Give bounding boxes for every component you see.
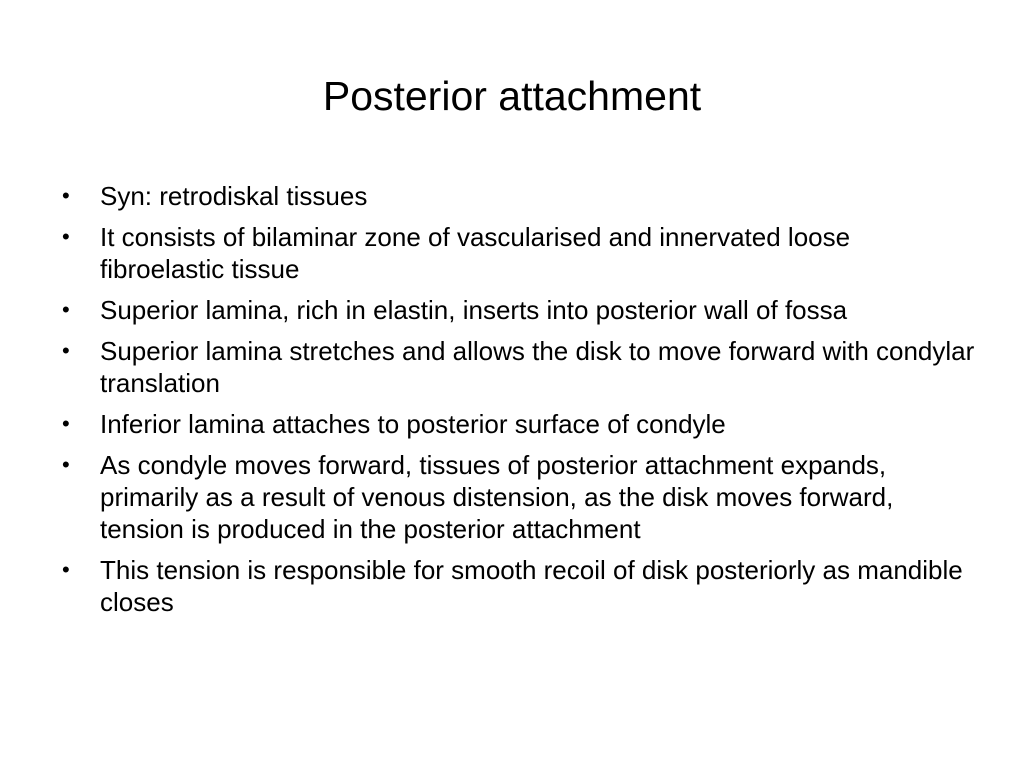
bullet-list: [58, 180, 978, 627]
bullet-icon: •: [62, 411, 70, 436]
bullet-text: It consists of bilaminar zone of vascularised and innervated loose fibroelastic tissue: [100, 222, 851, 284]
bullet-item: [58, 294, 978, 326]
slide-title: Posterior attachment: [322, 73, 702, 119]
bullet-item: [58, 449, 978, 545]
bullet-item: [58, 554, 978, 618]
bullet-item: [58, 221, 978, 285]
bullet-icon: •: [62, 183, 70, 208]
bullet-text: Superior lamina stretches and allows the disk to move forward with condylar translation: [100, 336, 975, 398]
bullet-icon: •: [62, 297, 70, 322]
bullet-icon: •: [62, 452, 70, 477]
bullet-text: Syn: retrodiskal tissues: [100, 181, 368, 211]
bullet-text: This tension is responsible for smooth recoil of disk posteriorly as mandible closes: [100, 555, 963, 617]
bullet-item: [58, 408, 978, 440]
bullet-text: Superior lamina, rich in elastin, inserts into posterior wall of fossa: [100, 295, 848, 325]
bullet-text: As condyle moves forward, tissues of posterior attachment expands, primarily as a result of venous distension, as the disk moves forward, tension is produced in the posterior attachment: [100, 450, 894, 544]
bullet-text: Inferior lamina attaches to posterior surface of condyle: [100, 409, 726, 439]
bullet-icon: •: [62, 338, 70, 363]
bullet-item: [58, 180, 978, 212]
bullet-icon: •: [62, 557, 70, 582]
bullet-icon: •: [62, 224, 70, 249]
bullet-item: [58, 335, 978, 399]
